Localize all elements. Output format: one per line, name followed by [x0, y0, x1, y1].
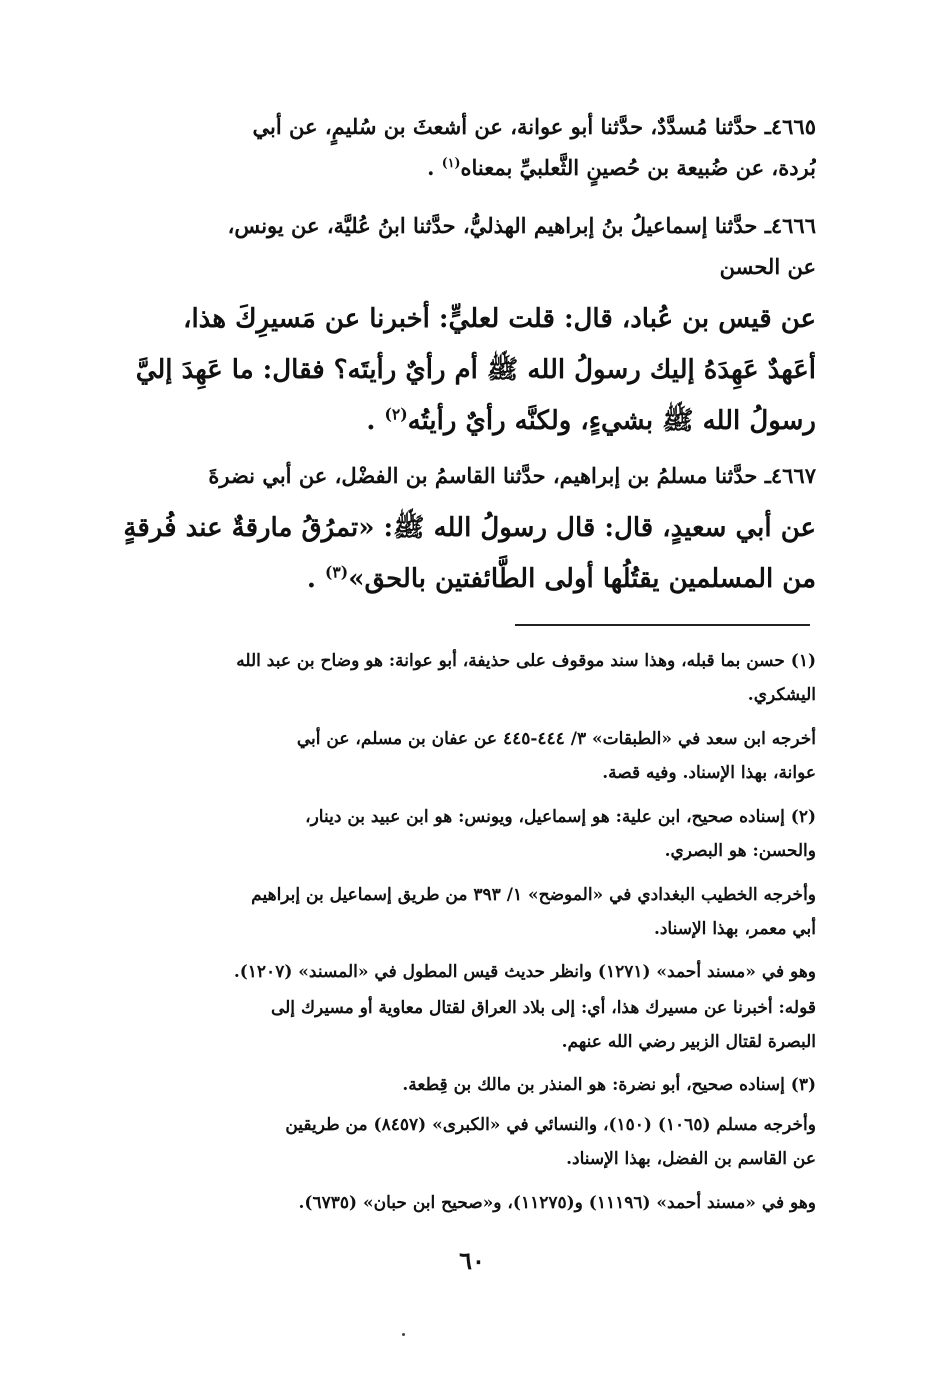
footnote-2-source: [100, 878, 816, 946]
punctuation: .: [306, 564, 316, 594]
punctuation: .: [427, 155, 435, 180]
hadith-4666-matn: [100, 294, 816, 447]
footnote-line: قوله: أخبرنا عن مسيرك هذا، أي: إلى بلاد العراق لقتال معاوية أو مسيرك إلى: [270, 998, 816, 1018]
hadith-4667-matn: [100, 503, 816, 605]
footnote-2-musnad: [100, 955, 816, 989]
hadith-text: بُردة، عن ضُبيعة بن حُصينٍ الثَّعلبيِّ بمعناه: [460, 155, 816, 180]
footnote-line: عن القاسم بن الفضل، بهذا الإسناد.: [566, 1149, 816, 1169]
footnote-ref: (٢): [384, 404, 408, 424]
hadith-line: ٤٦٦٧ـ حدَّثنا مسلمُ بن إبراهيم، حدَّثنا القاسمُ بن الفضْل، عن أبي نضرةَ: [208, 463, 816, 488]
hadith-line: عن الحسن: [719, 254, 816, 279]
footnote-line: عوانة، بهذا الإسناد. وفيه قصة.: [602, 763, 816, 783]
matn-text: من المسلمين يقتُلُها أولى الطَّائفتين بالحق»: [348, 564, 816, 594]
scan-speck: [402, 1333, 405, 1336]
footnote-line: وهو في «مسند أحمد» (١٢٧١) وانظر حديث قيس المطول في «المسند» (١٢٠٧).: [233, 962, 816, 982]
hadith-line: ٤٦٦٦ـ حدَّثنا إسماعيلُ بنُ إبراهيم الهذليُّ، حدَّثنا ابنُ عُليَّة، عن يونس،: [227, 213, 816, 238]
page-number: ٦٠: [459, 1246, 485, 1275]
footnote-line: (٣) إسناده صحيح، أبو نضرة: هو المنذر بن مالك بن قِطعة.: [402, 1075, 816, 1095]
footnote-3-musnad: [100, 1186, 816, 1220]
footnote-line: أبي معمر، بهذا الإسناد.: [653, 919, 816, 939]
footnote-line: أخرجه ابن سعد في «الطبقات» ٣/ ٤٤٤-٤٤٥ عن عفان بن مسلم، عن أبي: [296, 729, 816, 749]
hadith-4667: [100, 455, 816, 496]
footnote-line: (٢) إسناده صحيح، ابن علية: هو إسماعيل، ويونس: هو ابن عبيد بن دينار،: [305, 807, 816, 827]
footnote-line: وأخرجه مسلم (١٠٦٥) (١٥٠)، والنسائي في «الكبرى» (٨٤٥٧) من طريقين: [285, 1115, 816, 1135]
footnote-1: [100, 644, 816, 712]
hadith-line: [100, 147, 816, 188]
footnote-2-explanation: [100, 991, 816, 1059]
footnote-separator: [515, 624, 810, 626]
matn-text: رسولُ الله ﷺ بشيءٍ، ولكنَّه رأيٌ رأيتُه: [407, 406, 816, 436]
matn-line: عن قيس بن عُباد، قال: قلت لعليٍّ: أخبرنا عن مَسيرِكَ هذا،: [183, 304, 816, 334]
matn-line: عن أبي سعيدٍ، قال: قال رسولُ الله ﷺ: «تمرُقُ مارقةٌ عند فُرقةٍ: [123, 513, 816, 543]
footnote-3: [100, 1068, 816, 1102]
matn-line: [100, 396, 816, 447]
footnote-ref: (١): [441, 155, 461, 170]
punctuation: .: [366, 406, 376, 436]
footnote-line: وأخرجه الخطيب البغدادي في «الموضح» ١/ ٣٩٣ من طريق إسماعيل بن إبراهيم: [251, 885, 816, 905]
matn-line: أعَهدٌ عَهِدَهُ إليك رسولُ الله ﷺ أم رأيٌ رأيتَه؟ فقال: ما عَهِدَ إليَّ: [135, 355, 816, 385]
footnote-line: اليشكري.: [747, 685, 816, 705]
footnote-ref: (٣): [325, 562, 349, 582]
matn-line: [100, 554, 816, 605]
footnote-line: والحسن: هو البصري.: [664, 841, 816, 861]
footnote-line: (١) حسن بما قبله، وهذا سند موقوف على حذيفة، أبو عوانة: هو وضاح بن عبد الله: [236, 651, 816, 671]
hadith-line: ٤٦٦٥ـ حدَّثنا مُسدَّدٌ، حدَّثنا أبو عوانة، عن أشعثَ بن سُليمٍ، عن أبي: [252, 114, 816, 139]
footnote-line: البصرة لقتال الزبير رضي الله عنهم.: [561, 1032, 816, 1052]
hadith-4666: [100, 205, 816, 287]
footnote-3-source: [100, 1108, 816, 1176]
footnote-line: وهو في «مسند أحمد» (١١١٩٦) و(١١٢٧٥)، و«صحيح ابن حبان» (٦٧٣٥).: [298, 1193, 816, 1213]
footnote-1-source: [100, 722, 816, 790]
hadith-4665: [100, 106, 816, 188]
footnote-2: [100, 800, 816, 868]
